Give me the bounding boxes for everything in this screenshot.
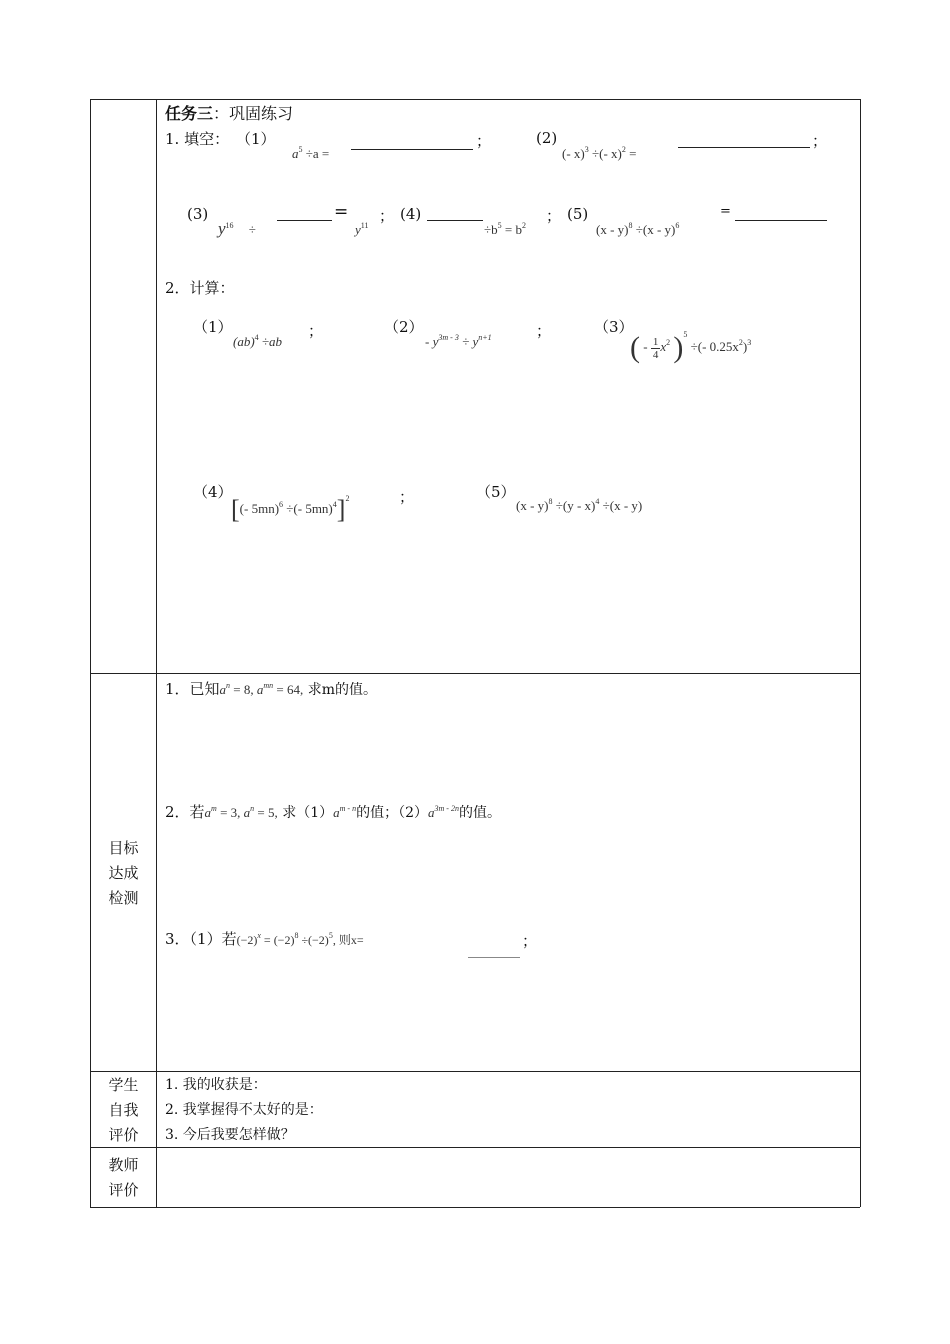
calc-q3-number: （3） bbox=[594, 318, 634, 336]
self-eval-item-1: 1. 我的收获是： bbox=[165, 1077, 267, 1093]
fill-q3-rhs: $y^{11}$ bbox=[355, 221, 369, 237]
calc-q4-semicolon: ； bbox=[399, 488, 415, 506]
calc-section-label: 2．计算： bbox=[165, 279, 235, 297]
calc-q1-number: （1） bbox=[193, 318, 233, 336]
calc-q4-expression: [(- 5mn)$^6$ ÷(- 5mn)$^4$]$^2$ bbox=[231, 494, 350, 525]
check-q3-semicolon: ； bbox=[522, 932, 538, 950]
check-q3: 3．（1）若$(-2)^x = (-2)^8 \div(-2)^5$, 则x= bbox=[165, 930, 364, 948]
fill-q2-answer-blank[interactable] bbox=[678, 147, 810, 148]
calc-q2-expression: - $y^{3m - 3} \div y^{n+1}$ bbox=[425, 333, 492, 349]
calc-q5-expression: (x - y)$^8$ ÷(y - x)$^4$ ÷(x - y) bbox=[516, 497, 643, 513]
calc-q1-expression: (ab)$^4$ ÷ab bbox=[233, 333, 283, 349]
calc-q2-number: （2） bbox=[384, 318, 424, 336]
fill-q3-answer-blank[interactable] bbox=[277, 220, 332, 221]
fill-q5-expression: (x - y)$^8$ ÷(x - y)$^6$ bbox=[596, 221, 680, 237]
task3-title-rest: ：巩固练习 bbox=[213, 104, 294, 123]
task3-title-bold: 任务三 bbox=[165, 104, 214, 123]
calc-q5-number: （5） bbox=[476, 483, 516, 501]
fill-q5-answer-blank[interactable] bbox=[735, 220, 827, 221]
fill-q5-number: (5) bbox=[567, 205, 589, 223]
fill-q5-equals: = bbox=[720, 204, 731, 219]
calc-q3-fraction: $\frac{1}{4}$ bbox=[652, 335, 659, 361]
fill-q4-number: (4) bbox=[400, 205, 422, 223]
fill-q3-expression: $y^{16}$ ÷ bbox=[218, 219, 256, 238]
calc-q3-expression: ( - $\frac{1}{4}$ $x^2$ )$^5$ ÷(- $0.25x^2)^3$ bbox=[630, 330, 752, 365]
fill-q3-equals: = bbox=[334, 202, 349, 222]
self-eval-item-3: 3. 今后我要怎样做？ bbox=[165, 1127, 295, 1143]
check-q3-answer-blank[interactable] bbox=[468, 957, 520, 958]
fill-q1-expression: $a^5 \div a$ = bbox=[292, 145, 330, 161]
row-divider-2 bbox=[90, 1071, 860, 1072]
fill-q1-answer-blank[interactable] bbox=[351, 149, 473, 150]
fill-q4-semicolon: ； bbox=[546, 207, 562, 225]
check-row-label: 目标 达成 检测 bbox=[108, 839, 139, 907]
table-top-border bbox=[90, 99, 860, 100]
teacher-eval-content-area[interactable] bbox=[157, 1148, 859, 1206]
fill-q1-number: （1） bbox=[236, 130, 276, 148]
check-q1: 1．已知$a^n = 8$, $a^{mn} = 64$, 求m的值。 bbox=[165, 680, 377, 698]
fill-q4-expression: $\div b^5 = b^2$ bbox=[484, 221, 526, 237]
label-column-divider bbox=[156, 99, 157, 1207]
teacher-eval-row-label: 教师 评价 bbox=[108, 1156, 139, 1199]
fill-q2-expression: (- x)$^3$ ÷(- x)$^2$ = bbox=[562, 145, 637, 161]
fill-q4-answer-blank[interactable] bbox=[427, 220, 483, 221]
fill-q2-number: (2) bbox=[536, 129, 558, 147]
table-right-border bbox=[860, 99, 861, 1207]
calc-q1-semicolon: ； bbox=[308, 322, 324, 340]
task3-title bbox=[165, 105, 293, 123]
table-left-border bbox=[90, 99, 91, 1207]
check-q2: 2．若$a^m = 3$, $a^n = 5$, 求$(1)a^{m - n}$的值；$(2)a^{3m - 2n}$的值。 bbox=[165, 803, 501, 821]
fill-q2-semicolon: ； bbox=[812, 132, 828, 150]
fill-section-label: 1. 填空： bbox=[165, 130, 230, 148]
calc-q2-semicolon: ； bbox=[536, 322, 552, 340]
self-eval-row-label: 学生 自我 评价 bbox=[108, 1076, 139, 1144]
fill-q3-number: (3) bbox=[187, 205, 209, 223]
fill-q1-semicolon: ； bbox=[476, 132, 492, 150]
row-divider-1 bbox=[90, 673, 860, 674]
table-bottom-border bbox=[90, 1207, 860, 1208]
fill-q3-semicolon: ； bbox=[379, 207, 395, 225]
calc-q4-number: （4） bbox=[193, 483, 233, 501]
self-eval-item-2: 2. 我掌握得不太好的是： bbox=[165, 1102, 323, 1118]
